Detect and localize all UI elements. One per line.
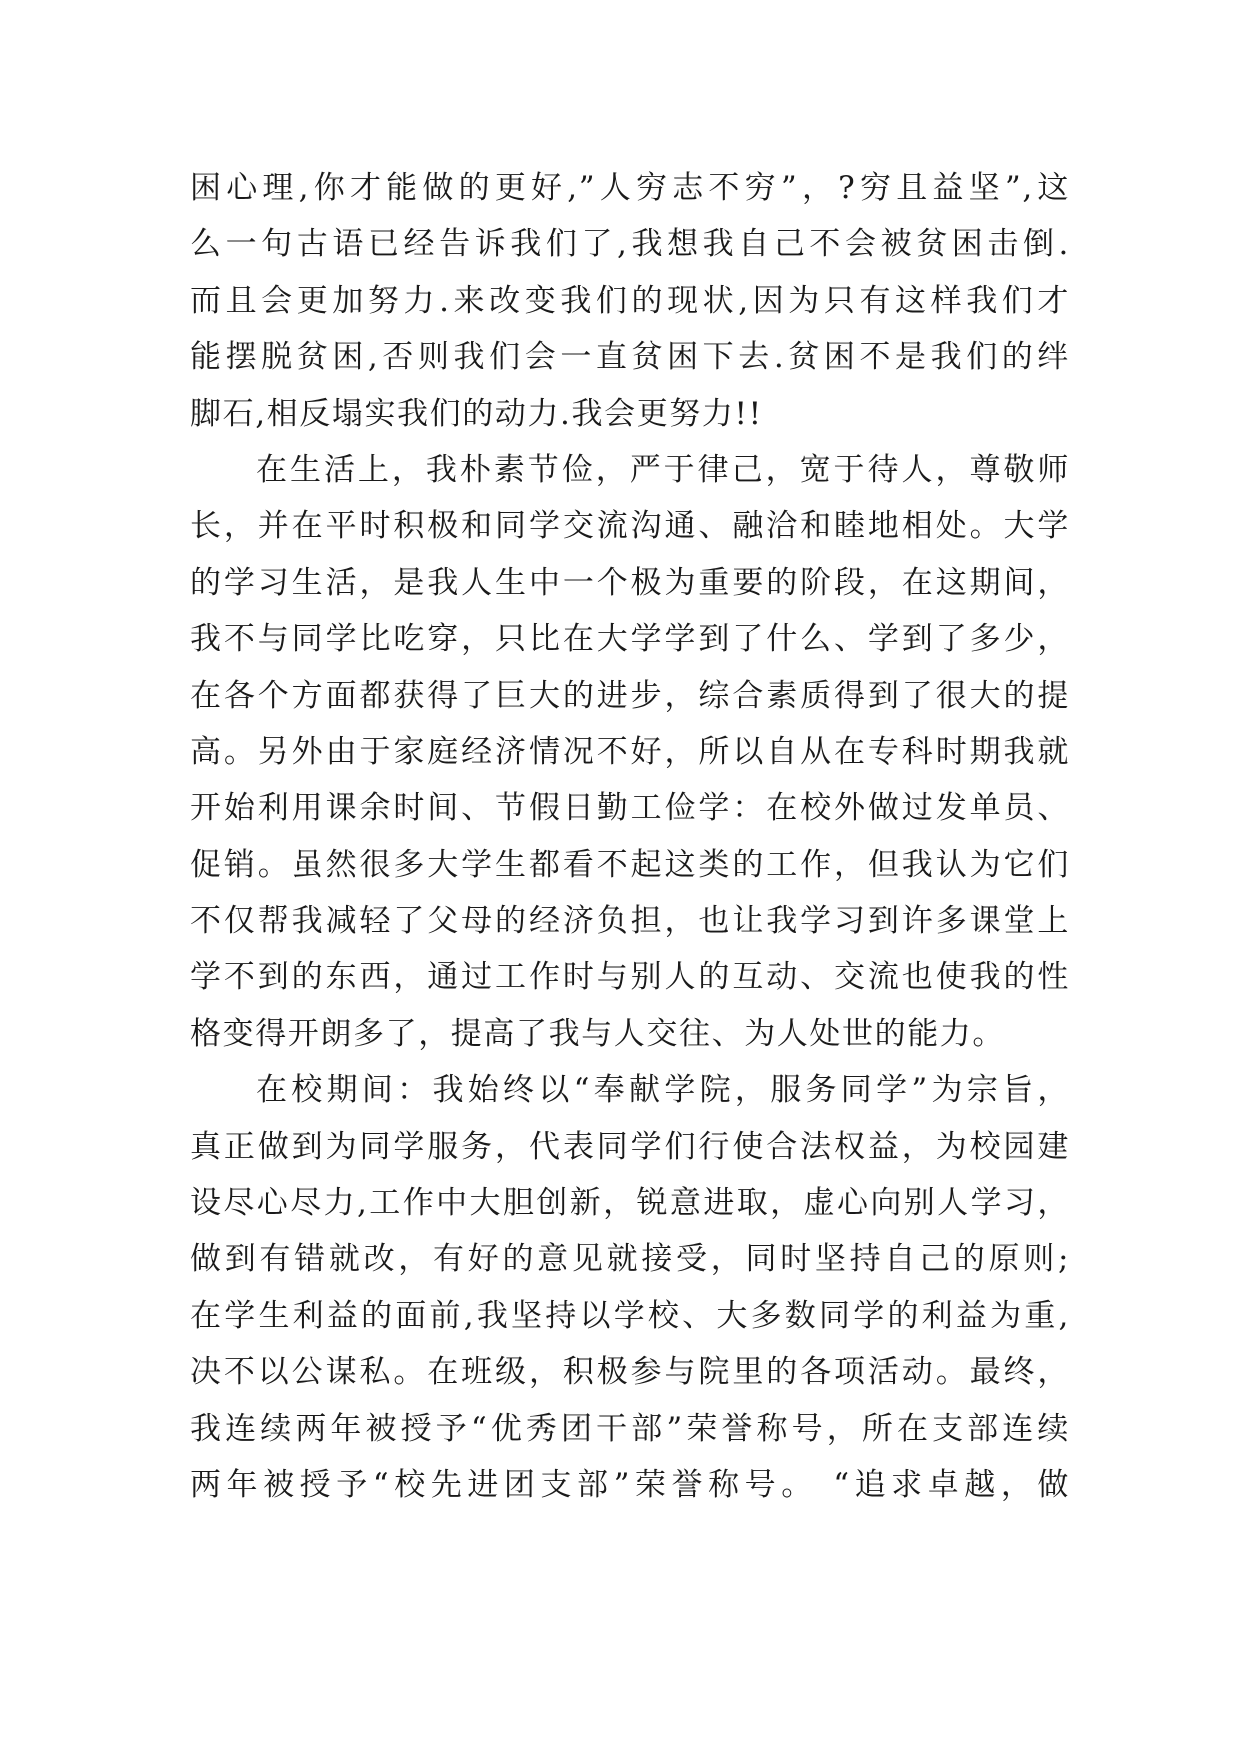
paragraph-3 [190,1062,1070,1513]
text-line: 么一句古语已经告诉我们了,我想我自己不会被贫困击倒. [190,226,1070,263]
text-line: 长，并在平时积极和同学交流沟通、融洽和睦地相处。大学 [190,508,1070,545]
text-line: 在校期间：我始终以“奉献学院，服务同学”为宗旨， [256,1072,1070,1109]
text-line: 设尽心尽力,工作中大胆创新，锐意进取，虚心向别人学习， [190,1185,1070,1222]
text-line: 两年被授予“校先进团支部”荣誉称号。 “追求卓越，做 [190,1466,1070,1503]
document-body [190,160,1070,1513]
text-line: 困心理,你才能做的更好,”人穷志不穷”，?穷且益坚”,这 [190,170,1070,206]
text-line: 我不与同学比吃穿，只比在大学学到了什么、学到了多少， [190,621,1070,658]
text-line: 我连续两年被授予“优秀团干部”荣誉称号，所在支部连续 [190,1410,1070,1447]
paragraph-2 [190,442,1070,1062]
text-line: 而且会更加努力.来改变我们的现状,因为只有这样我们才 [190,282,1070,319]
paragraph-1 [190,160,1070,442]
text-line: 促销。虽然很多大学生都看不起这类的工作，但我认为它们 [190,846,1070,883]
text-line: 脚石,相反塌实我们的动力.我会更努力!! [190,395,763,432]
text-line: 决不以公谋私。在班级，积极参与院里的各项活动。最终， [190,1354,1070,1391]
text-line: 不仅帮我减轻了父母的经济负担，也让我学习到许多课堂上 [190,903,1070,940]
text-line: 的学习生活，是我人生中一个极为重要的阶段，在这期间， [190,564,1070,601]
text-line: 开始利用课余时间、节假日勤工俭学：在校外做过发单员、 [190,790,1070,827]
text-line: 真正做到为同学服务，代表同学们行使合法权益，为校园建 [190,1128,1070,1165]
text-line: 能摆脱贫困,否则我们会一直贫困下去.贫困不是我们的绊 [190,339,1070,376]
text-line: 在学生利益的面前,我坚持以学校、大多数同学的利益为重, [190,1297,1070,1334]
text-line: 学不到的东西，通过工作时与别人的互动、交流也使我的性 [190,959,1070,996]
text-line: 做到有错就改，有好的意见就接受，同时坚持自己的原则; [190,1241,1070,1278]
text-line: 在生活上，我朴素节俭，严于律己，宽于待人，尊敬师 [256,451,1070,488]
text-line: 高。另外由于家庭经济情况不好，所以自从在专科时期我就 [190,733,1070,770]
text-line: 在各个方面都获得了巨大的进步，综合素质得到了很大的提 [190,677,1070,714]
text-line: 格变得开朗多了，提高了我与人交往、为人处世的能力。 [190,1015,1005,1052]
